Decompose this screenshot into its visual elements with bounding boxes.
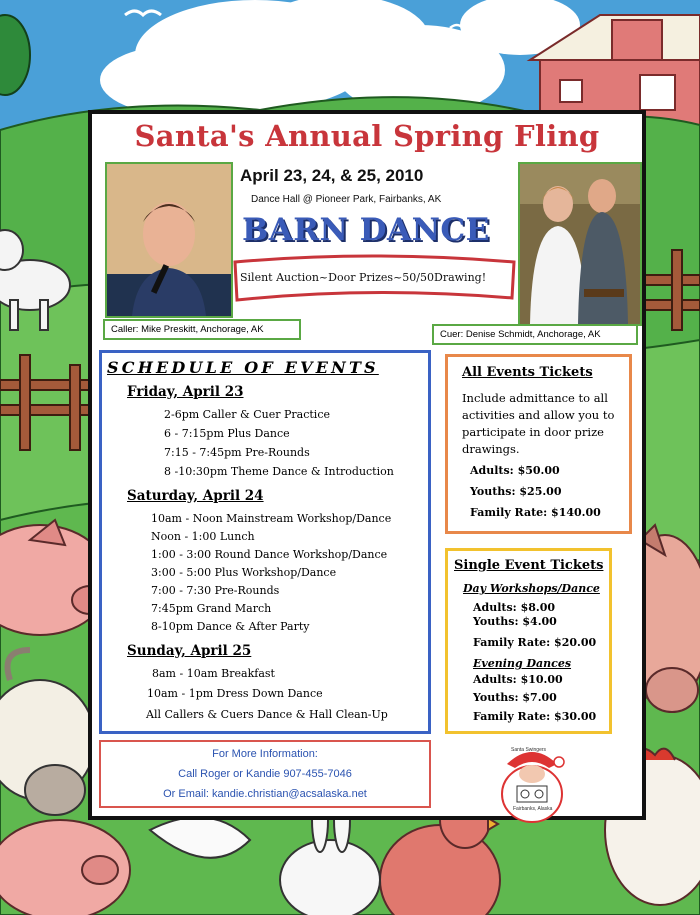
contact-info-box xyxy=(99,740,431,808)
schedule-event: 8am - 10am Breakfast xyxy=(152,667,275,680)
contact-heading: For More Information: xyxy=(212,748,318,760)
caller-photo xyxy=(105,162,233,318)
schedule-event: 10am - Noon Mainstream Workshop/Dance xyxy=(151,512,392,525)
caller-caption: Caller: Mike Preskitt, Anchorage, AK xyxy=(103,319,301,340)
evening-dances-label: Evening Dances xyxy=(473,657,572,670)
barn-dance-headline: BARN DANCE xyxy=(242,212,490,248)
all-events-adults-price: Adults: $50.00 xyxy=(470,464,560,477)
schedule-title: SCHEDULE OF EVENTS xyxy=(107,358,379,377)
all-events-tickets-box xyxy=(445,354,632,534)
banner-text: Silent Auction~Door Prizes~50/50Drawing! xyxy=(240,271,487,284)
schedule-event: 1:00 - 3:00 Round Dance Workshop/Dance xyxy=(151,548,388,561)
all-events-family-price: Family Rate: $140.00 xyxy=(470,506,601,519)
logo-top-text: Santa Swingers xyxy=(511,747,547,753)
day-heading-friday: Friday, April 23 xyxy=(127,384,244,400)
event-venue: Dance Hall @ Pioneer Park, Fairbanks, AK xyxy=(251,194,442,205)
schedule-event: 8 -10:30pm Theme Dance & Introduction xyxy=(164,465,394,478)
event-dates: April 23, 24, & 25, 2010 xyxy=(240,166,424,185)
workshops-adults-price: Adults: $8.00 xyxy=(473,601,556,614)
schedule-event: 3:00 - 5:00 Plus Workshop/Dance xyxy=(151,566,337,579)
schedule-event: Noon - 1:00 Lunch xyxy=(151,530,255,543)
schedule-event: 6 - 7:15pm Plus Dance xyxy=(164,427,290,440)
santa-swingers-logo xyxy=(497,746,567,824)
cuer-portrait-image xyxy=(520,164,640,324)
all-events-title: All Events Tickets xyxy=(462,365,593,380)
single-event-title: Single Event Tickets xyxy=(454,558,604,573)
day-workshops-label: Day Workshops/Dance xyxy=(463,582,600,595)
santa-logo-art xyxy=(497,746,567,824)
flyer-panel xyxy=(88,110,646,820)
workshops-youths-price: Youths: $4.00 xyxy=(473,615,557,628)
evening-adults-price: Adults: $10.00 xyxy=(473,673,563,686)
single-event-tickets-box xyxy=(445,548,612,734)
schedule-event: All Callers & Cuers Dance & Hall Clean-Up xyxy=(146,708,388,721)
all-events-youths-price: Youths: $25.00 xyxy=(470,485,562,498)
evening-youths-price: Youths: $7.00 xyxy=(473,691,557,704)
contact-phone: Call Roger or Kandie 907-455-7046 xyxy=(178,768,352,780)
day-heading-saturday: Saturday, April 24 xyxy=(127,488,264,504)
event-title: Santa's Annual Spring Fling xyxy=(134,119,600,153)
cuer-photo xyxy=(518,162,642,326)
schedule-event: 8-10pm Dance & After Party xyxy=(151,620,310,633)
caller-portrait-image xyxy=(107,164,231,316)
workshops-family-price: Family Rate: $20.00 xyxy=(473,636,597,649)
schedule-event: 2-6pm Caller & Cuer Practice xyxy=(164,408,330,421)
cuer-caption: Cuer: Denise Schmidt, Anchorage, AK xyxy=(432,324,638,345)
day-heading-sunday: Sunday, April 25 xyxy=(127,643,252,659)
schedule-event: 7:15 - 7:45pm Pre-Rounds xyxy=(164,446,310,459)
schedule-event: 10am - 1pm Dress Down Dance xyxy=(147,687,323,700)
all-events-description: Include admittance to all activities and allow you to participate in door prize drawings. xyxy=(462,391,615,456)
schedule-event: 7:00 - 7:30 Pre-Rounds xyxy=(151,584,280,597)
evening-family-price: Family Rate: $30.00 xyxy=(473,710,597,723)
schedule-event: 7:45pm Grand March xyxy=(151,602,272,615)
contact-email[interactable]: Or Email: kandie.christian@acsalaska.net xyxy=(163,788,367,800)
logo-bottom-text: Fairbanks, Alaska xyxy=(513,806,553,812)
schedule-box xyxy=(99,350,431,734)
